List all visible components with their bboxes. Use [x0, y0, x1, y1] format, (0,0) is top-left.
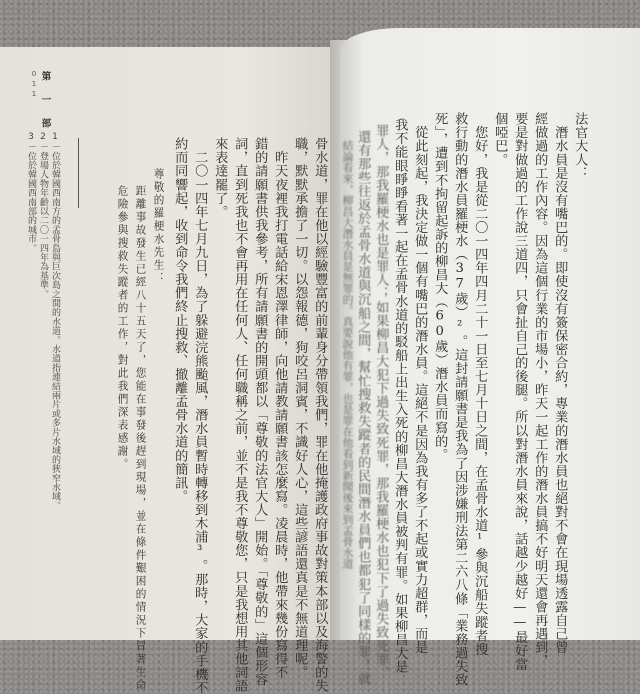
right-body-col-8: 從此刻起，我決定做一個有嘴巴的潛水員。這絕不是因為我有多了不起或實力超群，而是 [412, 112, 428, 654]
right-body-col-7: 死」，遭到不拘留起訴的柳昌大（60歲）潛水員而寫的。 [432, 112, 448, 462]
right-body-col-1: 潛水員是沒有嘴巴的。即使沒有簽保密合約，專業的潛水員也絕對不會在現場透露自己曾 [552, 112, 568, 654]
left-body-col-4: 錯的請願書供我參考，所有請願書的開頭都以「尊敬的法官大人」開始。「尊敬的」這個形容 [252, 137, 268, 686]
right-body-col-4: 個啞巴。 [492, 112, 508, 167]
right-body-col-5: 您好，我是從二〇一四年四月二十一日至七月十日之間，在孟骨水道¹參與沉船失蹤者搜 [472, 112, 488, 656]
left-body-col-5: 詞，直到死我也不會再用在任何人、任何職稱之前，並不是我不尊敬您，只是我想用其他詞語 [232, 137, 248, 693]
right-body-col-12: 結論看來，柳昌大潛水員是無罪的。真要說他有罪，也是罪在他看到新聞後來到孟骨水道 [341, 140, 354, 569]
letter-line-1: 距離事故發生已經八十五天了，您能在事發後趕到現場，並在條件艱困的情況下冒著生命 [134, 185, 147, 692]
right-body-col-10: 罪人，那我羅梗水也是罪人；如果柳昌大犯下過失致死罪，那我羅梗水也犯下了過失致死罪， [373, 124, 389, 680]
left-body-col-8: 約而同響起，收到命令我們終止搜救、撤離孟骨水道的簡訊。 [172, 137, 188, 503]
left-body-col-1: 骨水道，罪在他以經驗豐富的前輩身分帶領我們，罪在他掩護政府事故對策本部以及海警的失 [312, 137, 328, 693]
left-body-col-3: 昨天夜裡我打電話給宋恩澤律師，向他請教請願書該怎麼寫。凌晨時，他帶來幾份寫得不 [272, 137, 288, 679]
right-body-col-2: 經做過的工作內容。因為這個行業的市場小，昨天一起工作的潛水員搞不好明天還會再遇到， [532, 112, 548, 668]
left-body-col-6: 來表達罷了。 [212, 137, 228, 219]
footnote-3: 3－位於韓國西南部的城市。 [26, 132, 36, 253]
right-body-col-11: 還有那些往返於孟骨水道與沉船之間，幫忙搜救失蹤者的民間潛水員們也都犯了同樣的罪！就 [355, 130, 371, 686]
footnote-divider [78, 138, 79, 208]
footnote-2: 2－登場人物年齡以二〇一四年為基準。 [38, 132, 48, 299]
footnote-1: 1－位於韓國西南方的孟骨島與巨次島之間的水道。水道指連結兩片或多片水域的狹窄水域。 [50, 132, 60, 511]
part-title: 第一部 [39, 71, 51, 142]
page-number: 011 [30, 70, 38, 100]
left-body-col-7: 二〇一四年七月九日，為了躲避浣熊颱風，潛水員暫時轉移到木浦³。那時，大家的手機不 [192, 137, 208, 694]
right-body-col-3: 要是對做過的工作說三道四，只會扯自己的後腿。所以對潛水員來說，話越少越好——最好當 [512, 112, 528, 672]
letter-salutation: 尊敬的羅梗水先生： [152, 168, 165, 285]
letter-line-2: 危險參與搜救失蹤者的工作，對此我們深表感謝。 [116, 185, 129, 471]
right-body-col-6: 救行動的潛水員羅梗水（37歲）²。這封請願書是我為了因涉嫌刑法第二六八條「業務過失致 [452, 112, 468, 687]
right-body-col-9: 我不能眼睜睜看著一起在孟骨水道的駁船上出生入死的柳昌大潛水員被判有罪。如果柳昌大是 [392, 118, 408, 674]
right-salutation: 法官大人： [572, 112, 588, 180]
left-body-col-2: 職，默默承擔了一切。以怨報德，狗咬呂洞賓，不識好人心，這些諺語還真是不無道理呢。 [292, 137, 308, 679]
